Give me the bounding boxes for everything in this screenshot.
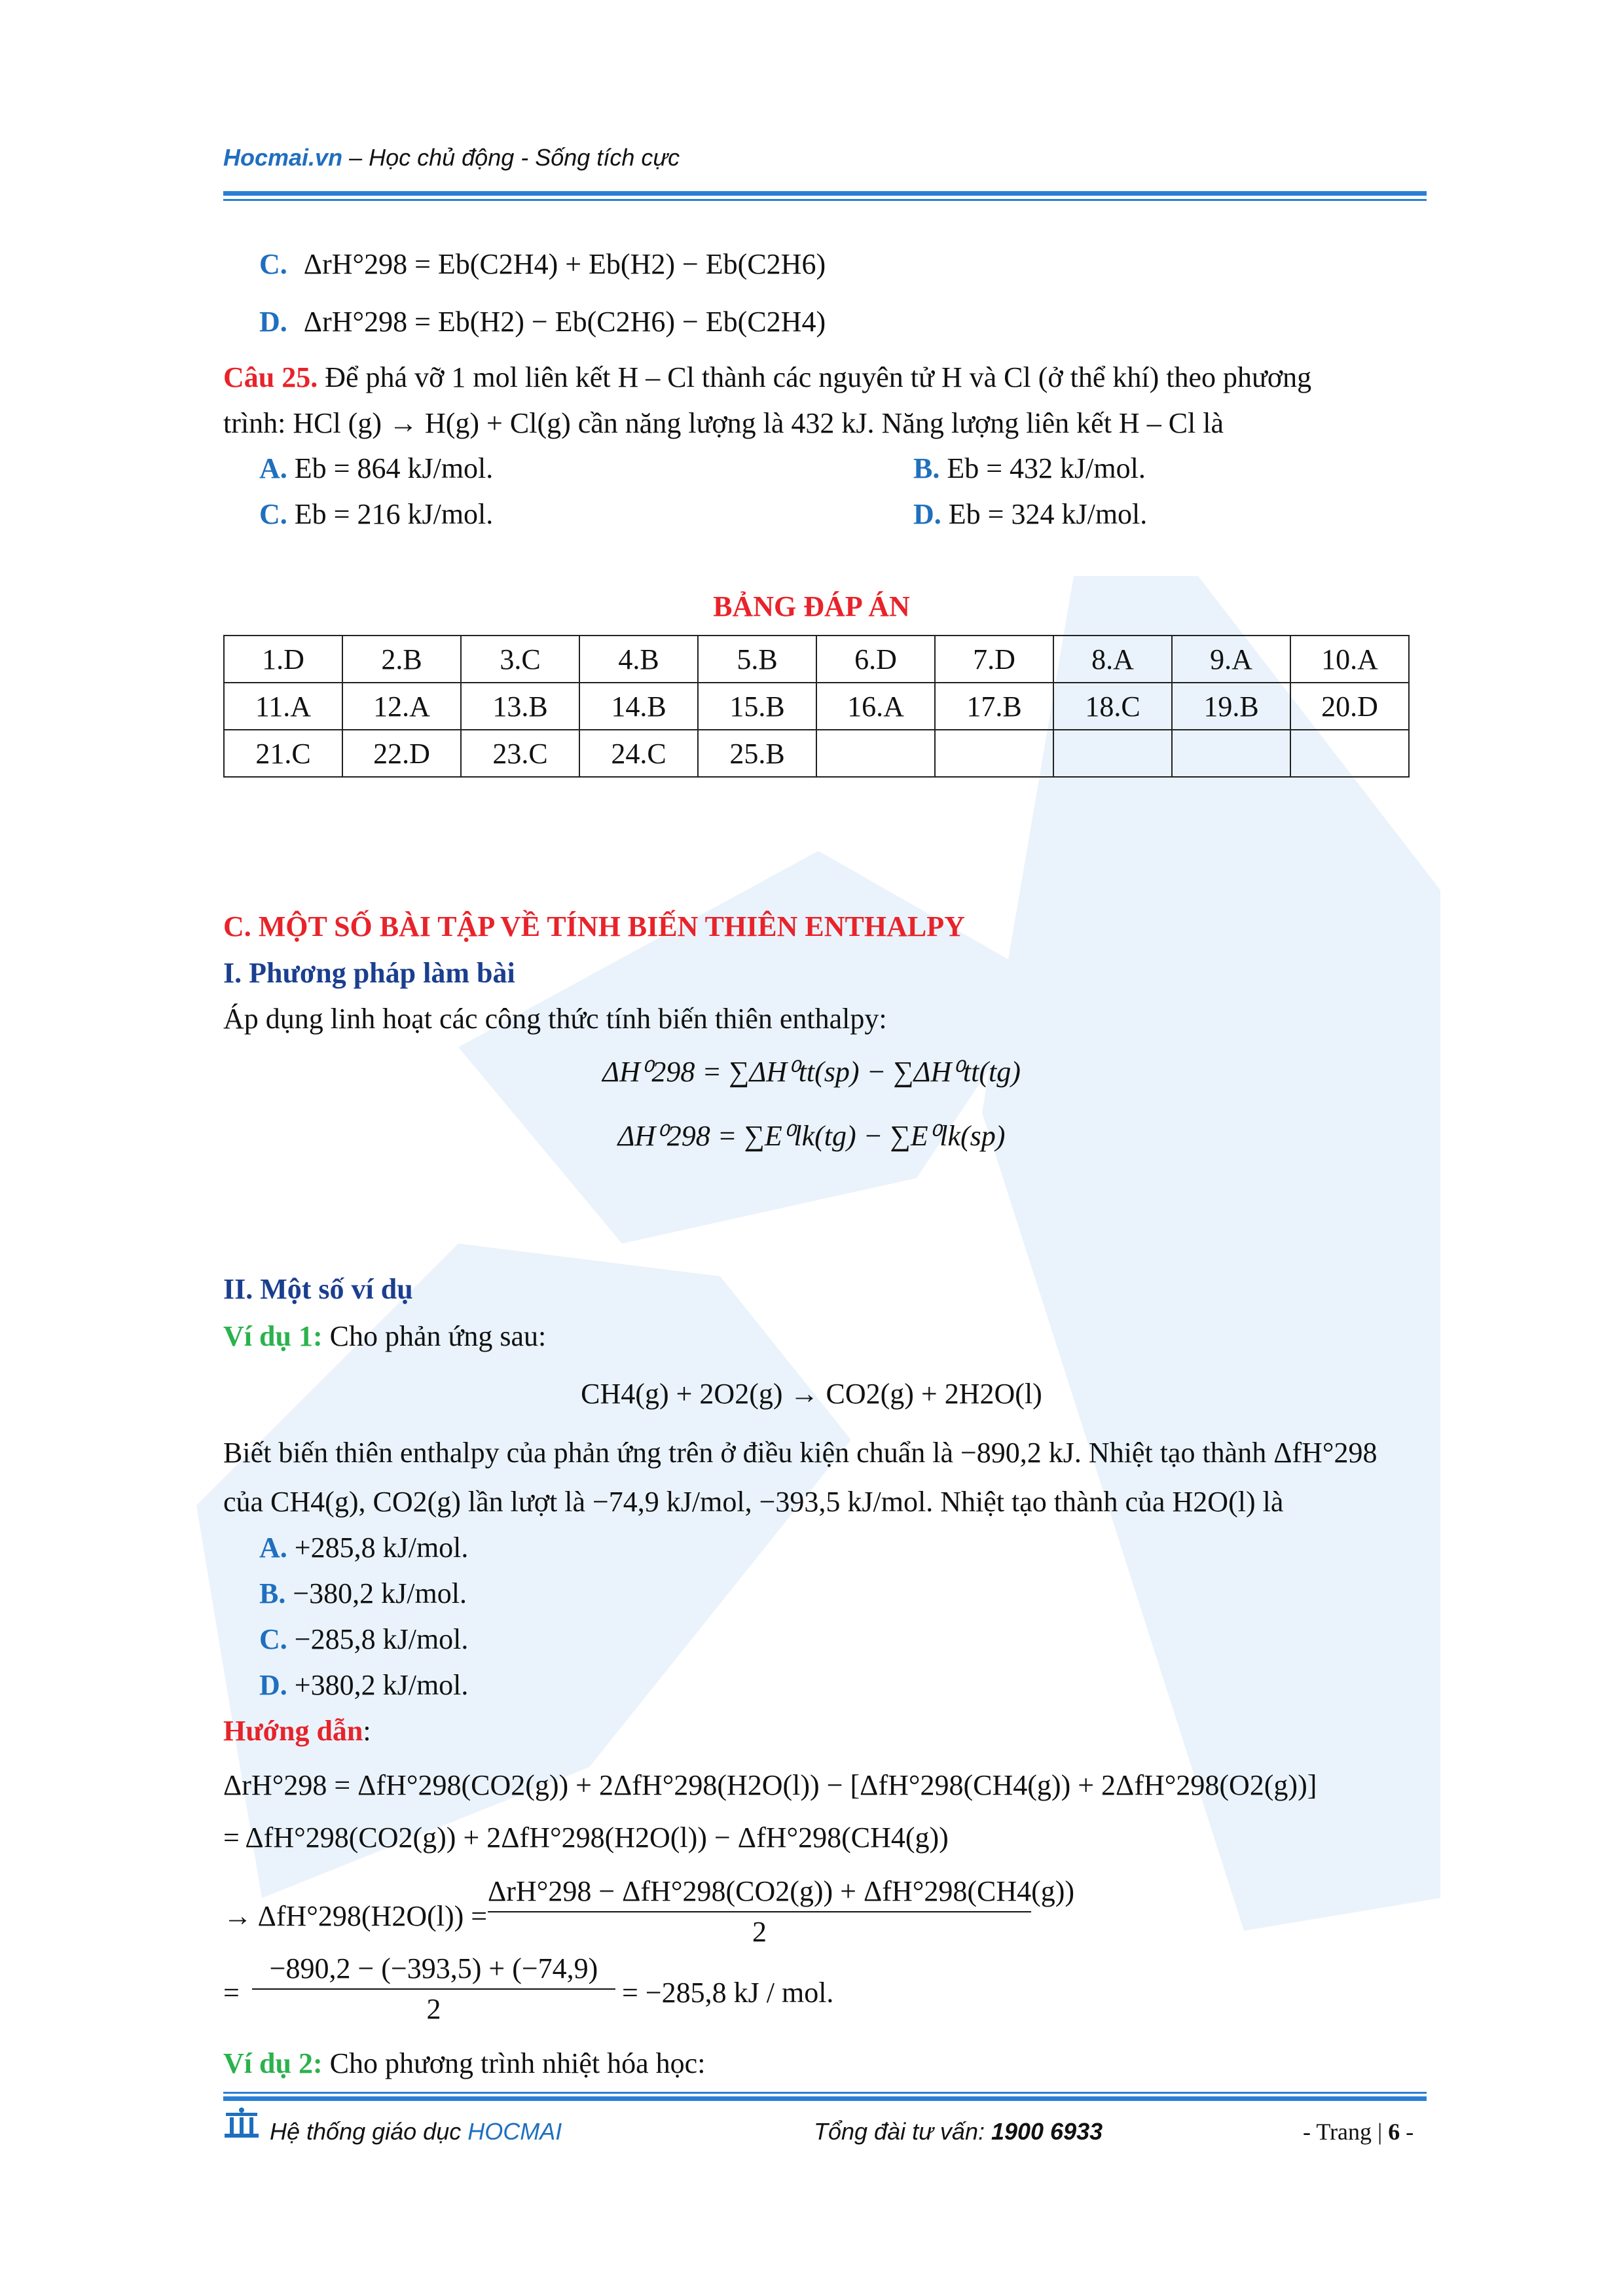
header-rule-thin: [223, 199, 1427, 201]
table-cell: 21.C: [224, 730, 342, 777]
table-cell: 5.B: [698, 636, 816, 683]
footer-rule-thin: [223, 2092, 1427, 2094]
footer-system-text: Hệ thống giáo dục: [270, 2118, 468, 2145]
option-text: Eb = 432 kJ/mol.: [939, 452, 1146, 484]
guide-colon: :: [363, 1715, 371, 1747]
option-text: +285,8 kJ/mol.: [287, 1532, 469, 1564]
example1-option-d: [259, 1666, 468, 1705]
solution-line-3-left: → ΔfH°298(H2O(l)) =: [223, 1900, 488, 1932]
table-cell: [816, 730, 935, 777]
table-cell: 15.B: [698, 683, 816, 730]
q25-option-d: [913, 495, 1147, 534]
formula-bond-energy: ΔH⁰298 = ∑E⁰lk(tg) − ∑E⁰lk(sp): [617, 1120, 1006, 1152]
prev-option-d: [259, 302, 826, 342]
formula-enthalpy-formation: ΔH⁰298 = ∑ΔH⁰tt(sp) − ∑ΔH⁰tt(tg): [602, 1056, 1021, 1088]
q25-text1: Để phá vỡ 1 mol liên kết H – Cl thành các nguyên tử H và Cl (ở thể khí) theo phương: [318, 361, 1312, 393]
guide-label: Hướng dẫn: [223, 1715, 363, 1747]
method-intro: Áp dụng linh hoạt các công thức tính biến thiên enthalpy:: [223, 1003, 887, 1035]
table-cell: 17.B: [935, 683, 1053, 730]
example1-label: Ví dụ 1:: [223, 1320, 323, 1352]
example1-desc2: của CH4(g), CO2(g) lần lượt là −74,9 kJ/mol, −393,5 kJ/mol. Nhiệt tạo thành của H2O(l) là: [223, 1486, 1284, 1518]
header-rule: [223, 191, 1427, 196]
section-c-title: C. MỘT SỐ BÀI TẬP VỀ TÍNH BIẾN THIÊN ENTHALPY: [223, 910, 965, 942]
table-cell: 9.A: [1172, 636, 1290, 683]
table-row: [224, 683, 1409, 730]
method-heading: I. Phương pháp làm bài: [223, 957, 515, 989]
table-cell: 24.C: [579, 730, 698, 777]
page-prefix: - Trang |: [1303, 2119, 1389, 2145]
table-cell: 25.B: [698, 730, 816, 777]
table-cell: 14.B: [579, 683, 698, 730]
option-text: −380,2 kJ/mol.: [285, 1577, 467, 1609]
table-cell: 2.B: [342, 636, 461, 683]
q25-line1: [223, 358, 1311, 397]
header: [223, 144, 680, 171]
option-label: D.: [913, 498, 941, 530]
table-cell: 12.A: [342, 683, 461, 730]
table-cell: [935, 730, 1053, 777]
table-cell: 1.D: [224, 636, 342, 683]
table-cell: 18.C: [1053, 683, 1172, 730]
solution-line-4-right: = −285,8 kJ / mol.: [622, 1977, 834, 2009]
example1-option-c: [259, 1620, 468, 1659]
option-label: A.: [259, 1532, 287, 1564]
solution-fraction-1: [488, 1872, 1075, 1952]
option-label: C.: [259, 248, 287, 280]
header-site[interactable]: Hocmai.vn: [223, 144, 343, 171]
option-label: C.: [259, 1623, 287, 1655]
fraction-denominator: 2: [752, 1916, 767, 1948]
prev-option-c: [259, 245, 826, 284]
option-label: C.: [259, 498, 287, 530]
fraction-numerator: −890,2 − (−393,5) + (−74,9): [269, 1952, 598, 1984]
answer-key-title: BẢNG ĐÁP ÁN: [713, 590, 910, 622]
option-label: B.: [259, 1577, 286, 1609]
option-text: Eb = 324 kJ/mol.: [941, 498, 1148, 530]
table-row: [224, 730, 1409, 777]
table-cell: 16.A: [816, 683, 935, 730]
footer-page: [1303, 2118, 1413, 2145]
table-cell: 8.A: [1053, 636, 1172, 683]
table-cell: 23.C: [461, 730, 579, 777]
fraction-numerator: ΔrH°298 − ΔfH°298(CO2(g)) + ΔfH°298(CH4(g)): [488, 1875, 1075, 1907]
q25-label: Câu 25.: [223, 361, 318, 393]
footer-system: [270, 2118, 562, 2145]
option-label: D.: [259, 306, 287, 338]
table-cell: 6.D: [816, 636, 935, 683]
guide-heading: [223, 1712, 371, 1751]
example2-label: Ví dụ 2:: [223, 2047, 323, 2079]
example1-intro: [223, 1317, 546, 1356]
example1-desc1: Biết biến thiên enthalpy của phản ứng trên ở điều kiện chuẩn là −890,2 kJ. Nhiệt tạo thành ΔfH°298: [223, 1437, 1377, 1469]
q25-option-a: [259, 449, 493, 488]
table-cell: 7.D: [935, 636, 1053, 683]
footer-brand: HOCMAI: [467, 2118, 562, 2145]
table-row: [224, 636, 1409, 683]
table-cell: 3.C: [461, 636, 579, 683]
option-label: D.: [259, 1669, 287, 1701]
footer-hotline: [814, 2118, 1103, 2145]
example1-option-b: [259, 1574, 467, 1613]
example2-intro: [223, 2044, 705, 2083]
example1-option-a: [259, 1528, 468, 1568]
example2-text: Cho phương trình nhiệt hóa học:: [322, 2047, 706, 2079]
option-label: A.: [259, 452, 287, 484]
page-suffix: -: [1400, 2119, 1414, 2145]
table-cell: [1172, 730, 1290, 777]
example1-reaction: CH4(g) + 2O2(g) → CO2(g) + 2H2O(l): [581, 1378, 1042, 1410]
option-formula: ΔrH°298 = Eb(C2H4) + Eb(H2) − Eb(C2H6): [303, 248, 826, 280]
table-cell: 11.A: [224, 683, 342, 730]
page-number: 6: [1388, 2119, 1400, 2145]
answer-key-table: [223, 635, 1410, 778]
footer-hotline-label: Tổng đài tư vấn:: [814, 2118, 991, 2145]
option-formula: ΔrH°298 = Eb(H2) − Eb(C2H6) − Eb(C2H4): [303, 306, 826, 338]
table-cell: 19.B: [1172, 683, 1290, 730]
fraction-denominator: 2: [426, 1993, 441, 2025]
footer-hotline-number[interactable]: 1900 6933: [991, 2118, 1103, 2145]
solution-fraction-2: [252, 1949, 615, 2029]
footer-rule: [223, 2096, 1427, 2101]
table-cell: 4.B: [579, 636, 698, 683]
option-text: Eb = 864 kJ/mol.: [287, 452, 494, 484]
q25-option-b: [913, 449, 1146, 488]
solution-line-1: ΔrH°298 = ΔfH°298(CO2(g)) + 2ΔfH°298(H2O(l)) − [ΔfH°298(CH4(g)) + 2ΔfH°298(O2(g))]: [223, 1769, 1317, 1801]
header-slogan: – Học chủ động - Sống tích cực: [342, 144, 680, 171]
option-text: +380,2 kJ/mol.: [287, 1669, 469, 1701]
q25-option-c: [259, 495, 493, 534]
hocmai-logo-icon: [223, 2108, 260, 2139]
option-text: Eb = 216 kJ/mol.: [287, 498, 494, 530]
solution-line-4-left: =: [223, 1977, 240, 2009]
option-label: B.: [913, 452, 940, 484]
example1-text: Cho phản ứng sau:: [322, 1320, 547, 1352]
table-cell: [1290, 730, 1409, 777]
table-cell: 20.D: [1290, 683, 1409, 730]
table-cell: 22.D: [342, 730, 461, 777]
q25-line2: trình: HCl (g) → H(g) + Cl(g) cần năng lượng là 432 kJ. Năng lượng liên kết H – Cl là: [223, 407, 1224, 439]
table-cell: 13.B: [461, 683, 579, 730]
table-cell: [1053, 730, 1172, 777]
solution-line-2: = ΔfH°298(CO2(g)) + 2ΔfH°298(H2O(l)) − ΔfH°298(CH4(g)): [223, 1821, 949, 1854]
option-text: −285,8 kJ/mol.: [287, 1623, 469, 1655]
table-cell: 10.A: [1290, 636, 1409, 683]
examples-heading: II. Một số ví dụ: [223, 1273, 413, 1305]
